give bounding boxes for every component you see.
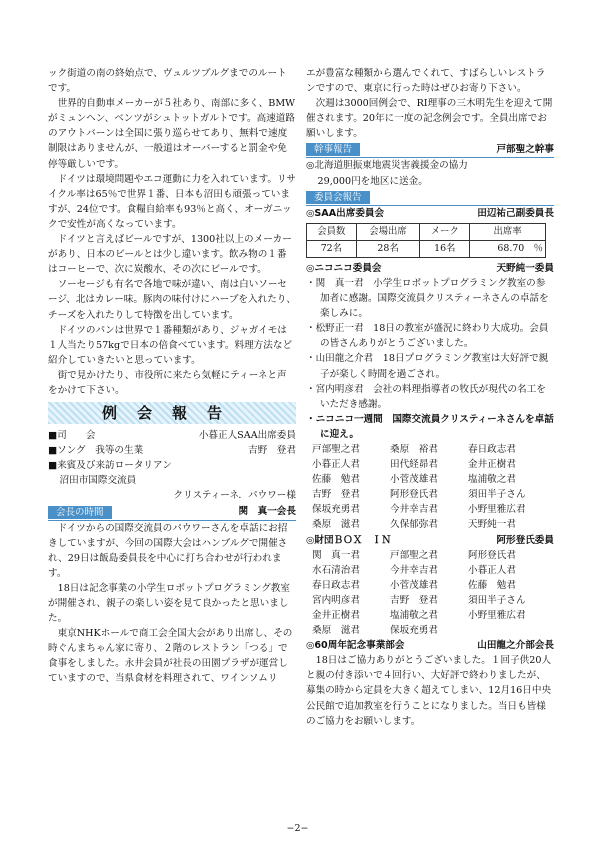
body-paragraph: 街で見かけたり、市役所に来たら気軽にティーネと声をかけて下さい。 — [48, 369, 287, 396]
body-paragraph: ドイツからの国際交流員のパウワーさんを卓話にお招きしていますが、今回の国際大会はハンブルグで開催され、29日は飯島委員長を中心に打ち合わせが行われます。 — [48, 522, 288, 579]
table-header: 会員数 — [307, 223, 357, 240]
bullet-item: ・ニコニコ一週間 国際交流員クリスティーネさんを卓話に迎え。 — [306, 413, 554, 440]
page-number: −2− — [286, 823, 309, 834]
member-name: 塩浦敬之君 — [390, 610, 438, 621]
report-value: 吉野 登君 — [248, 445, 296, 457]
member-name: 水石清治君 — [312, 564, 360, 576]
body-paragraph: 東京NHKホールで商工会全国大会があり出席し、その時ぐんまちゃん家に寄り、２階のレストラン「つる」で食事をしました。永井会員が社長の田園プラザが運営していますので、当県食材を料理されて、ワインソムリ — [48, 628, 293, 685]
nikoniko-committee-heading — [306, 261, 554, 276]
body-paragraph: エが豊富な種類から選んでくれて、すばらしいレストランですので、東京に行った時はぜひお寄り下さい。 — [306, 68, 546, 95]
table-header: 会場出席 — [356, 223, 420, 240]
committee-name: ◎財団ＢＯＸ ＩＮ — [306, 534, 392, 546]
report-value: 小暮正人SAA出席委員 — [198, 430, 296, 442]
report-label: ■ソング 我等の生業 — [48, 445, 144, 457]
body-paragraph: ック街道の南の終始点で、ヴュルツブルグまでのルートです。 — [48, 68, 287, 95]
secretary-report-header — [306, 141, 554, 158]
report-title: 例会報告 — [101, 404, 242, 423]
member-name: 保坂充勇君 — [312, 504, 360, 516]
section-tag: 会長の時間 — [48, 506, 112, 519]
report-row-song — [48, 443, 296, 458]
table-cell: 68.70 ％ — [470, 240, 546, 257]
section-speaker: 関 真一会長 — [238, 505, 296, 517]
member-name: 田代経昴君 — [390, 459, 438, 471]
bullet-item: ・山田龍之介君 18日プログラミング教室は大好評で親子が楽しく時間を過ごされ。 — [306, 353, 549, 380]
body-paragraph: 18日は記念事業の小学生ロボットプログラミング教室が開催され、親子の楽しい姿を見て良かったと思いました。 — [48, 582, 290, 625]
member-name: 吉野 登君 — [390, 594, 438, 606]
bullet-item: ・松野正一君 18日の教室が盛況に終わり大成功。会員の皆さんありがとうございました。 — [306, 323, 549, 350]
member-name: 戸部聖之君 — [390, 549, 438, 561]
table-cell: 16名 — [420, 240, 470, 257]
report-item: ◎北海道胆振東地震災害義援金の協力 — [306, 160, 468, 172]
member-name: 桑原 滋君 — [312, 625, 360, 637]
committee-name: ◎60周年記念事業部会 — [306, 640, 405, 652]
right-column — [306, 66, 554, 729]
member-name: 久保郁弥君 — [390, 519, 438, 531]
member-name: 金井正樹君 — [312, 610, 360, 621]
member-name: 吉野 登君 — [312, 489, 360, 501]
table-header: 出席率 — [470, 223, 546, 240]
section-speaker: 戸部聖之幹事 — [496, 143, 554, 155]
member-name: 春日政志君 — [468, 443, 516, 455]
member-name: 阿形登氏君 — [468, 549, 516, 561]
body-paragraph: 次週は3000回例会で、RI理事の三木明先生を迎えて開催されます。20年に一度の記念例会です。全員出席でお願いします。 — [306, 98, 553, 140]
member-name: 桑原 裕君 — [390, 443, 438, 455]
member-name: 宮内明彦君 — [312, 594, 360, 606]
left-column — [48, 66, 296, 687]
section-tag: 委員会報告 — [306, 191, 370, 204]
member-name: 天野純一君 — [468, 519, 516, 531]
table-cell: 28名 — [356, 240, 420, 257]
member-name: 金井正樹君 — [468, 459, 516, 471]
table-cell: 72名 — [307, 240, 357, 257]
member-name: 塩浦敬之君 — [468, 474, 516, 486]
body-paragraph: 18日はご協力ありがとうございました。１回子供20人と親の付き添いで４回行い、大好評で終わりましたが、募集の時から定員を大きく超えてしまい、12月16日中央公民館で追加教室を行うことになりました。当日も皆様のご協力をお願いします。 — [306, 655, 552, 727]
body-paragraph: ドイツは環境問題やエコ運動に力を入れています。リサイクル率は65％で世界１番、日本も沼田も頑張っていますが、24位です。食糧自給率も93％と高く、オーガニックで安性が高くなっています。 — [48, 173, 296, 230]
saa-committee-heading — [306, 206, 554, 221]
member-name: 桑原 滋君 — [312, 519, 360, 531]
guest-name: クリスティーネ．パウワー様 — [173, 490, 296, 502]
member-name-grid — [306, 548, 554, 639]
committee-name: ◎SAA出席委員会 — [306, 207, 385, 219]
member-name: 小暮正人君 — [312, 459, 360, 471]
body-paragraph: ドイツと言えばビールですが、1300社以上のメーカーがあり、日本のビールとは少し違います。飲み物の１番はコーヒーで、次に炭酸水、その次にビールです。 — [48, 234, 292, 276]
section-tag: 幹事報告 — [306, 143, 360, 156]
bullet-item: ・関 真一君 小学生ロボットプログラミング教室の参加者に感謝。国際交流員クリスティーネさんの卓話を楽しみに。 — [306, 277, 549, 320]
member-name: 小野里雅広君 — [468, 610, 526, 621]
body-paragraph: ドイツのパンは世界で１番種類があり、ジャガイモは１人当たり57kgで日本の倍食べています。料理方法など紹介していきたいと思っています。 — [48, 324, 293, 366]
member-name: 春日政志君 — [312, 579, 360, 591]
member-name-grid — [306, 442, 554, 533]
anniversary-committee-heading — [306, 638, 554, 653]
committee-report-header — [306, 189, 554, 206]
president-time-header — [48, 504, 296, 521]
member-name: 戸部聖之君 — [312, 443, 360, 455]
body-paragraph: ソーセージも有名で各地で味が違い、南は白いソーセージ、北はカレー味。豚肉の味付けにハーブを入れたり、チーズを入れたりして特徴を出しています。 — [48, 279, 296, 321]
attendance-table — [306, 223, 546, 258]
member-name: 阿形登氏君 — [390, 489, 438, 501]
report-item-detail: 29,000円を地区に送金。 — [317, 175, 428, 187]
member-name: 須田半子さん — [468, 489, 526, 501]
bullet-item: ・宮内明彦君 会社の料理指導者の牧氏が現代の名工をいただき感謝。 — [306, 383, 546, 410]
member-name: 関 真一君 — [312, 549, 360, 561]
report-title-band — [48, 402, 296, 424]
body-paragraph: 世界的自動車メーカーが５社あり、南部に多く、BMWがミュンヘン、ベンツがシュトットガルトです。高速道路のアウトバーンは全国に張り巡らせてあり、無料で速度制限はありませんが、一般道はオーバーすると罰金や免停等厳しいです。 — [48, 98, 296, 170]
committee-speaker: 田辺祐己副委員長 — [477, 207, 554, 219]
report-row-mc — [48, 428, 296, 443]
member-name: 小菅茂雄君 — [390, 579, 438, 591]
committee-speaker: 阿形登氏委員 — [496, 534, 554, 546]
member-name: 今井幸吉君 — [390, 504, 438, 516]
member-name: 保坂充勇君 — [390, 625, 438, 637]
guest-affiliation: 沼田市国際交流員 — [59, 475, 137, 487]
committee-speaker: 天野純一委員 — [496, 262, 554, 274]
member-name: 小野里雅広君 — [468, 504, 526, 516]
member-name — [468, 623, 548, 638]
member-name: 小菅茂雄君 — [390, 474, 438, 486]
member-name: 佐藤 勉君 — [312, 474, 360, 486]
foundation-box-heading — [306, 533, 554, 548]
committee-speaker: 山田龍之介部会長 — [477, 640, 554, 652]
member-name: 今井幸吉君 — [390, 564, 438, 576]
member-name: 佐藤 勉君 — [468, 579, 516, 591]
table-header: メーク — [420, 223, 470, 240]
report-label: ■司 会 — [48, 430, 96, 442]
member-name: 小暮正人君 — [468, 564, 516, 576]
member-name: 須田半子さん — [468, 594, 526, 606]
report-row-guests: ■来賓及び来訪ロータリアン — [48, 460, 172, 472]
committee-name: ◎ニコニコ委員会 — [306, 262, 382, 274]
